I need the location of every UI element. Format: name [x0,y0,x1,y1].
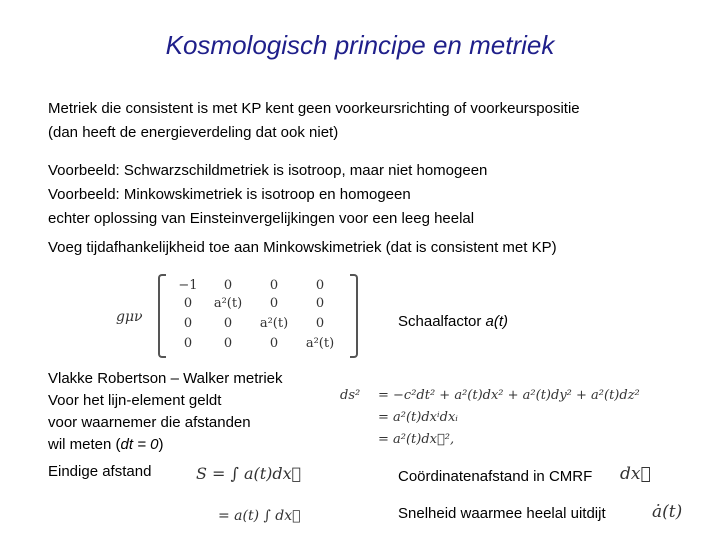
matrix-cell: 0 [315,278,325,293]
comoving-distance-symbol: dx⃗ [620,464,651,484]
matrix-cell: 0 [223,278,233,293]
matrix-cell: a²(t) [305,336,335,351]
paragraph-kp-line-2: (dan heeft de energieverdeling dat ook niet) [48,124,339,141]
matrix-cell: 0 [269,336,279,351]
matrix-cell: 0 [183,296,193,311]
scale-factor-label: Schaalfactor [398,313,486,330]
finite-distance-label: Eindige afstand [48,463,152,480]
line-element-eq2: = a²(t)dxⁱdxᵢ [378,410,458,425]
example-empty-universe: echter oplossing van Einsteinvergelijkingen voor een leeg heelal [48,210,475,227]
distance-equation-2: = a(t) ∫ dx⃗ [218,508,301,524]
scale-factor-note [398,310,508,334]
rw-line-4-math: dt = 0 [120,436,159,453]
rw-line-4-suffix: ) [158,436,164,453]
expansion-rate-label: Snelheid waarmee heelal uitdijt [398,505,606,522]
line-element-eq1: = −c²dt² + a²(t)dx² + a²(t)dy² + a²(t)dz² [378,388,640,403]
expansion-rate-symbol: ȧ(t) [652,502,683,522]
line-element-lhs: ds² [340,388,361,403]
matrix-cell: 0 [269,278,279,293]
rw-line-4-prefix: wil meten ( [48,436,121,453]
example-schwarzschild: Voorbeeld: Schwarzschildmetriek is isotroop, maar niet homogeen [48,162,488,179]
paragraph-time-dependence: Voeg tijdafhankelijkheid toe aan Minkowskimetriek (dat is consistent met KP) [48,239,557,256]
matrix-cell: a²(t) [259,316,289,331]
rw-line-2: Voor het lijn-element geldt [48,392,222,409]
paragraph-kp-metric [48,97,580,145]
matrix-cell: 0 [183,316,193,331]
matrix-right-bracket [350,274,358,358]
matrix-cell: 0 [315,316,325,331]
metric-matrix [100,274,362,358]
slide-title: Kosmologisch principe en metriek [165,30,555,60]
metric-symbol: gμν [116,309,143,325]
matrix-cell: 0 [223,316,233,331]
paragraph-examples [48,159,487,231]
rw-line-3: voor waarnemer die afstanden [48,414,251,431]
line-element-eq3: = a²(t)dx⃗², [378,432,455,447]
example-minkowski: Voorbeeld: Minkowskimetriek is isotroop en homogeen [48,186,411,203]
matrix-cell: 0 [269,296,279,311]
comoving-distance-label: Coördinatenafstand in CMRF [398,468,593,485]
matrix-cell: 0 [223,336,233,351]
robertson-walker-text [48,368,283,456]
matrix-cell: −1 [178,278,198,293]
rw-line-1: Vlakke Robertson – Walker metriek [48,370,283,387]
rw-line-4 [48,434,283,456]
matrix-cell: 0 [315,296,325,311]
matrix-cell: a²(t) [213,296,243,311]
distance-equation-1: S = ∫ a(t)dx⃗ [196,464,302,483]
matrix-cell: 0 [183,336,193,351]
paragraph-kp-line-1: Metriek die consistent is met KP kent geen voorkeursrichting of voorkeurspositie [48,100,580,117]
scale-factor-symbol: a(t) [485,313,509,330]
